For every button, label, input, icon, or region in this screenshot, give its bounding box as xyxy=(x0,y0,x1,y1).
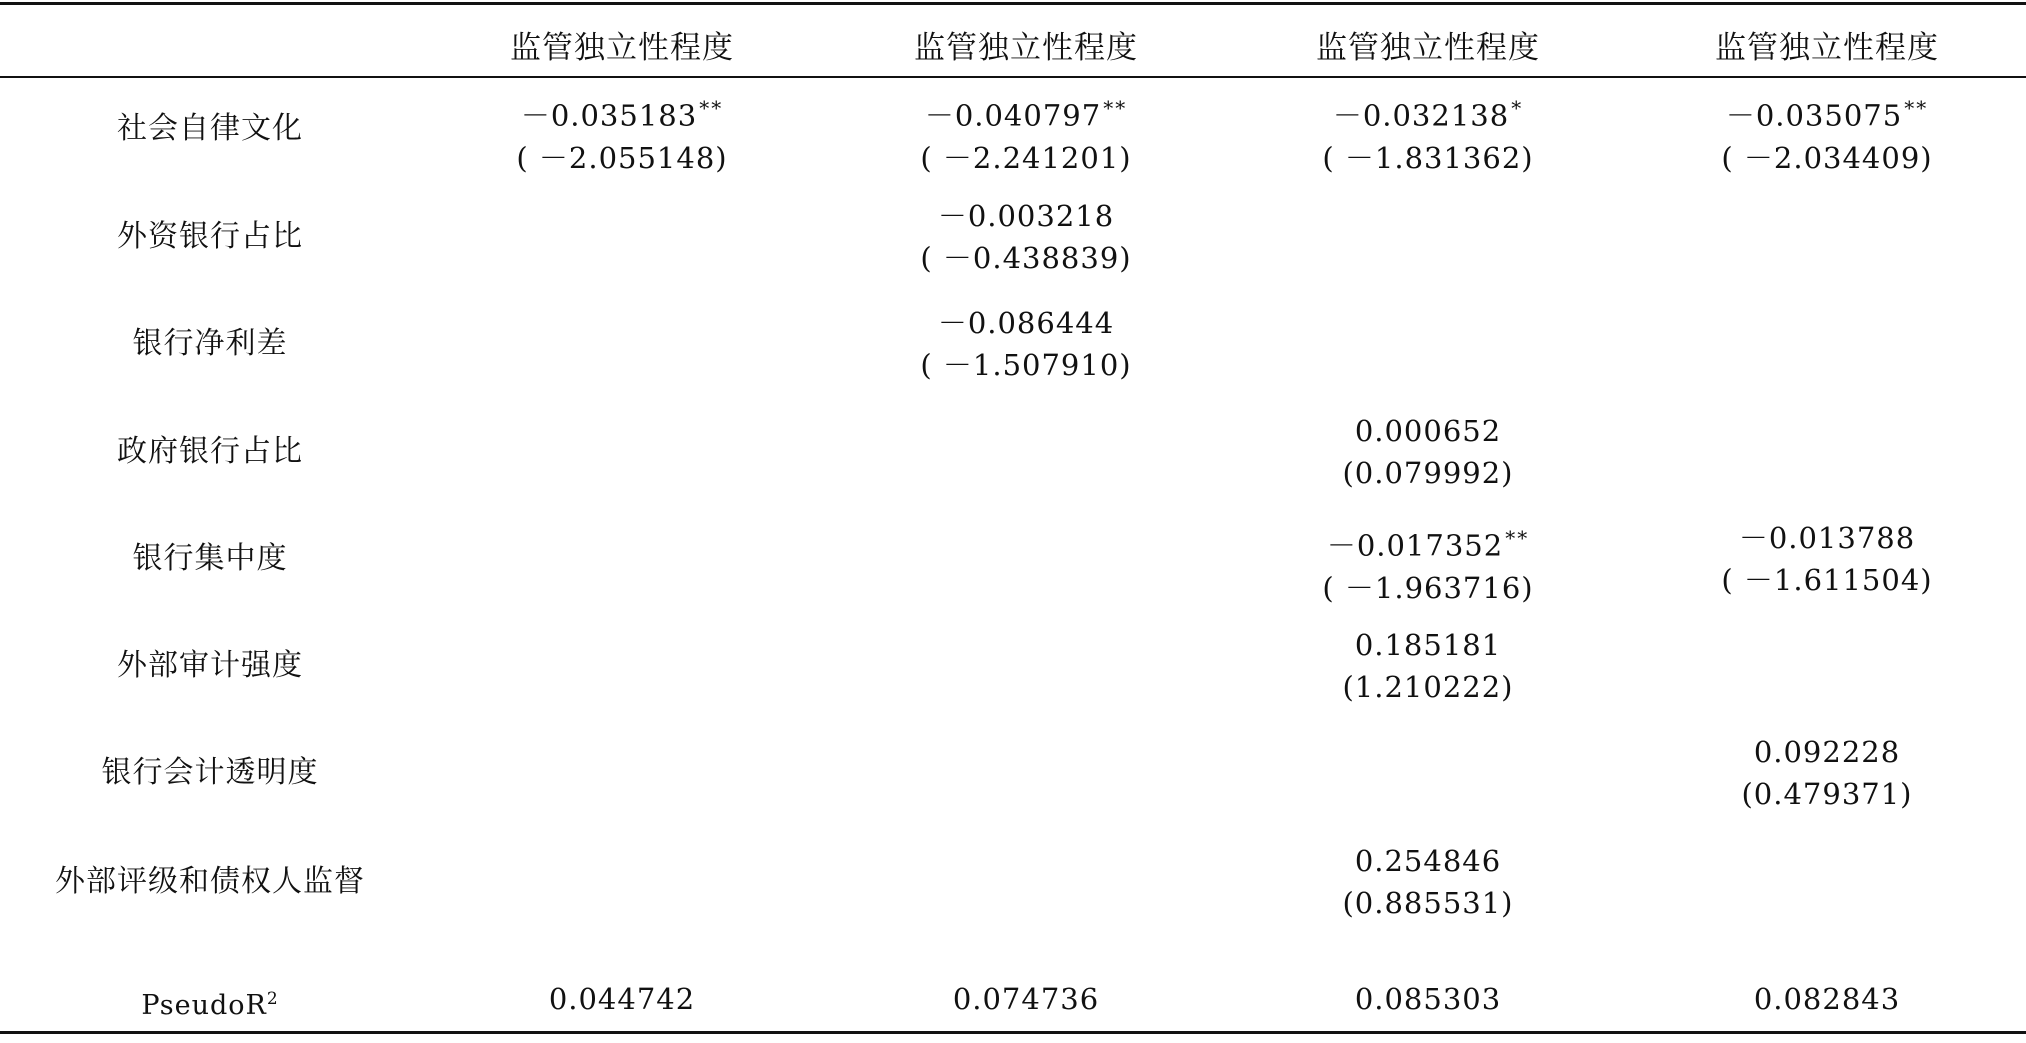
coefficient-value: －0.035075 ** xyxy=(1725,96,1929,133)
coefficient-cell xyxy=(1628,87,2026,179)
coefficient-cell xyxy=(1228,87,1628,179)
pseudo-r2-value: 0.044742 xyxy=(548,982,696,1016)
significance-stars: ** xyxy=(1505,526,1530,550)
row-label: 政府银行占比 xyxy=(117,434,303,469)
t-statistic: (0.479371) xyxy=(1741,777,1913,811)
t-statistic: (0.079992) xyxy=(1342,456,1514,490)
coefficient-value: －0.013788 xyxy=(1738,521,1916,555)
row-label: 银行集中度 xyxy=(132,541,288,576)
coefficient-cell xyxy=(1228,517,1628,609)
coefficient-value: －0.017352 ** xyxy=(1326,526,1530,563)
significance-stars: ** xyxy=(1103,96,1128,120)
header-col-1: 监管独立性程度 xyxy=(510,29,734,66)
header-col-3: 监管独立性程度 xyxy=(1316,29,1540,66)
t-statistic: ( －2.055148) xyxy=(516,140,728,175)
t-statistic: ( －2.241201) xyxy=(920,140,1132,175)
coefficient-value: 0.185181 xyxy=(1354,628,1502,662)
t-statistic: ( －1.831362) xyxy=(1322,140,1534,175)
t-statistic: ( －1.963716) xyxy=(1322,570,1534,605)
coefficient-cell xyxy=(824,87,1228,179)
coefficient-value: －0.086444 xyxy=(937,306,1115,340)
header-rule xyxy=(0,76,2026,78)
coefficient-cell xyxy=(1228,410,1628,494)
header-col-4: 监管独立性程度 xyxy=(1715,29,1939,66)
significance-stars: * xyxy=(1511,96,1524,120)
pseudo-r2-label: PseudoR$^2$ xyxy=(141,989,279,1021)
coefficient-value: －0.003218 xyxy=(937,199,1115,233)
coefficient-cell xyxy=(1228,840,1628,924)
t-statistic: ( －1.507910) xyxy=(920,348,1132,382)
coefficient-value: 0.254846 xyxy=(1354,844,1502,878)
row-label: 银行净利差 xyxy=(132,326,288,361)
t-statistic: (0.885531) xyxy=(1342,886,1514,920)
pseudo-r2-value: 0.085303 xyxy=(1354,982,1502,1016)
coefficient-cell xyxy=(1628,517,2026,601)
row-label: 外资银行占比 xyxy=(117,219,303,254)
row-label: 银行会计透明度 xyxy=(101,755,319,790)
coefficient-cell xyxy=(420,87,824,179)
significance-stars: ** xyxy=(699,96,724,120)
t-statistic: ( －0.438839) xyxy=(920,241,1132,275)
coefficient-cell xyxy=(824,195,1228,279)
header-col-2: 监管独立性程度 xyxy=(914,29,1138,66)
coefficient-value: 0.000652 xyxy=(1354,414,1502,448)
coefficient-cell xyxy=(1628,731,2026,815)
coefficient-value: －0.035183 ** xyxy=(520,96,724,133)
coefficient-value: 0.092228 xyxy=(1753,735,1901,769)
coefficient-cell xyxy=(824,302,1228,386)
bottom-rule xyxy=(0,1031,2026,1034)
coefficient-value: －0.032138 * xyxy=(1332,96,1524,133)
row-label: 外部审计强度 xyxy=(117,648,303,683)
header-stub xyxy=(0,14,420,74)
row-label: 社会自律文化 xyxy=(117,111,303,146)
t-statistic: ( －2.034409) xyxy=(1721,140,1933,175)
top-rule xyxy=(0,2,2026,5)
coefficient-cell xyxy=(1228,624,1628,708)
coefficient-value: －0.040797 ** xyxy=(924,96,1128,133)
t-statistic: ( －1.611504) xyxy=(1721,563,1933,597)
row-label: 外部评级和债权人监督 xyxy=(55,864,365,899)
pseudo-r2-value: 0.082843 xyxy=(1753,982,1901,1016)
t-statistic: (1.210222) xyxy=(1342,670,1514,704)
significance-stars: ** xyxy=(1904,96,1929,120)
pseudo-r2-value: 0.074736 xyxy=(952,982,1100,1016)
